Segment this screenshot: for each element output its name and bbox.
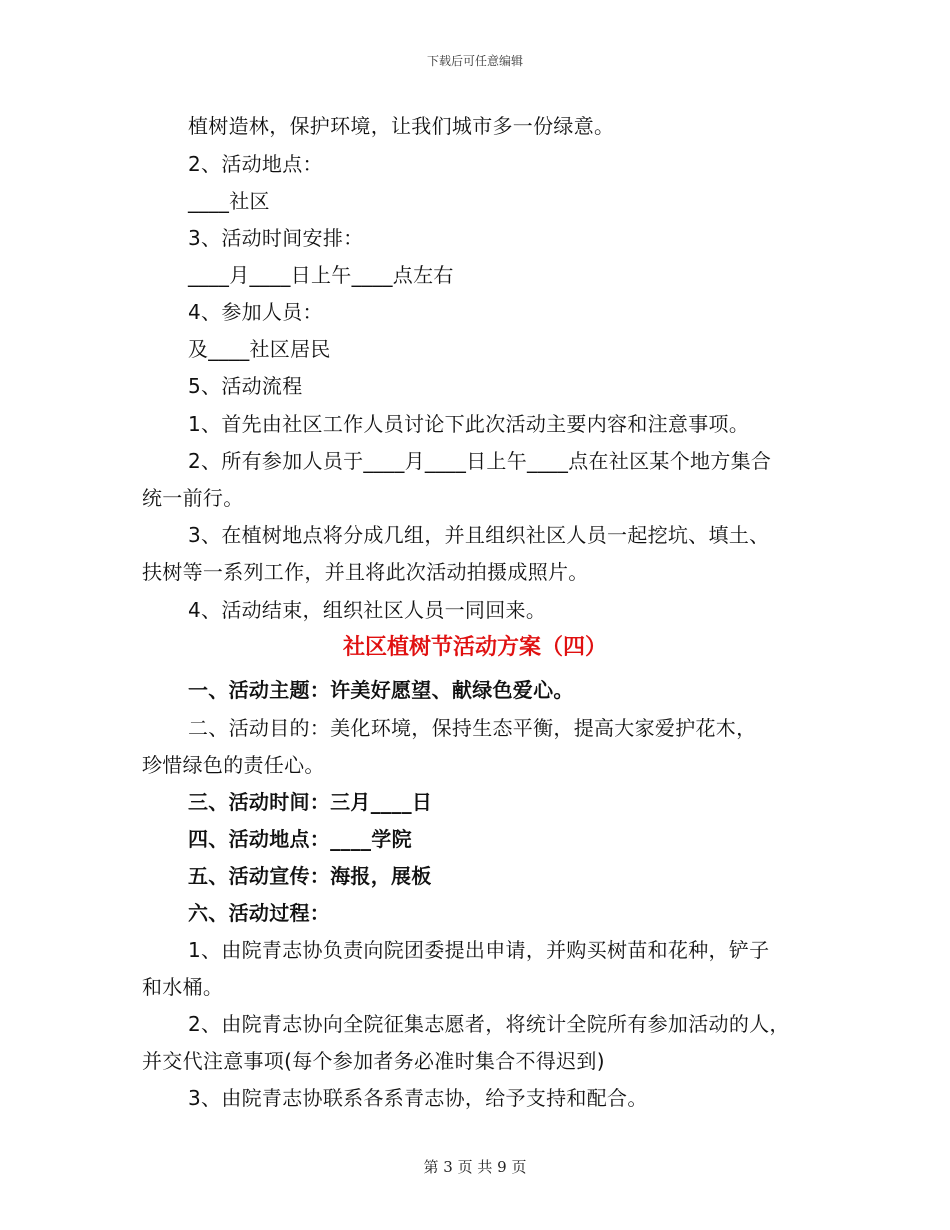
activity-theme: 一、活动主题：许美好愿望、献绿色爱心。: [188, 678, 574, 702]
process-step-2-cont: 统一前行。: [142, 486, 244, 510]
page-footer: 第 3 页 共 9 页: [423, 1158, 527, 1176]
activity-location: 四、活动地点：____学院: [188, 827, 412, 851]
activity-process-step-2-cont: 并交代注意事项(每个参加者务必准时集合不得迟到): [142, 1049, 605, 1073]
list-item-process-heading: 5、活动流程: [188, 374, 303, 398]
list-item-location-heading: 2、活动地点：: [188, 152, 323, 176]
activity-process-step-1-cont: 和水桶。: [142, 975, 224, 999]
process-step-3-cont: 扶树等一系列工作，并且将此次活动拍摄成照片。: [142, 560, 589, 584]
process-step-1: 1、首先由社区工作人员讨论下此次活动主要内容和注意事项。: [188, 412, 750, 436]
activity-publicity: 五、活动宣传：海报，展板: [188, 864, 432, 888]
activity-time: 三、活动时间：三月____日: [188, 790, 433, 814]
paragraph-line: 植树造林，保护环境，让我们城市多一份绿意。: [188, 114, 615, 138]
time-value: ____月____日上午____点左右: [188, 263, 454, 287]
list-item-time-heading: 3、活动时间安排：: [188, 226, 364, 250]
process-step-4: 4、活动结束，组织社区人员一同回来。: [188, 598, 547, 622]
location-value: ____社区: [188, 189, 270, 213]
activity-process-step-2: 2、由院青志协向全院征集志愿者，将统计全院所有参加活动的人，: [188, 1012, 790, 1036]
activity-process-step-1: 1、由院青志协负责向院团委提出申请，并购买树苗和花种，铲子: [188, 938, 770, 962]
process-step-2: 2、所有参加人员于____月____日上午____点在社区某个地方集合: [188, 449, 772, 473]
list-item-participants-heading: 4、参加人员：: [188, 300, 323, 324]
activity-process-step-3: 3、由院青志协联系各系青志协，给予支持和配合。: [188, 1086, 648, 1110]
process-step-3: 3、在植树地点将分成几组，并且组织社区人员一起挖坑、填土、: [188, 523, 770, 547]
page-header: 下载后可任意编辑: [426, 54, 523, 68]
activity-process-heading: 六、活动过程：: [188, 901, 331, 925]
section-title: 社区植树节活动方案（四）: [342, 635, 607, 660]
activity-purpose-cont: 珍惜绿色的责任心。: [142, 753, 325, 777]
activity-purpose: 二、活动目的：美化环境，保持生态平衡，提高大家爱护花木，: [188, 716, 757, 740]
participants-value: 及____社区居民: [188, 337, 331, 361]
